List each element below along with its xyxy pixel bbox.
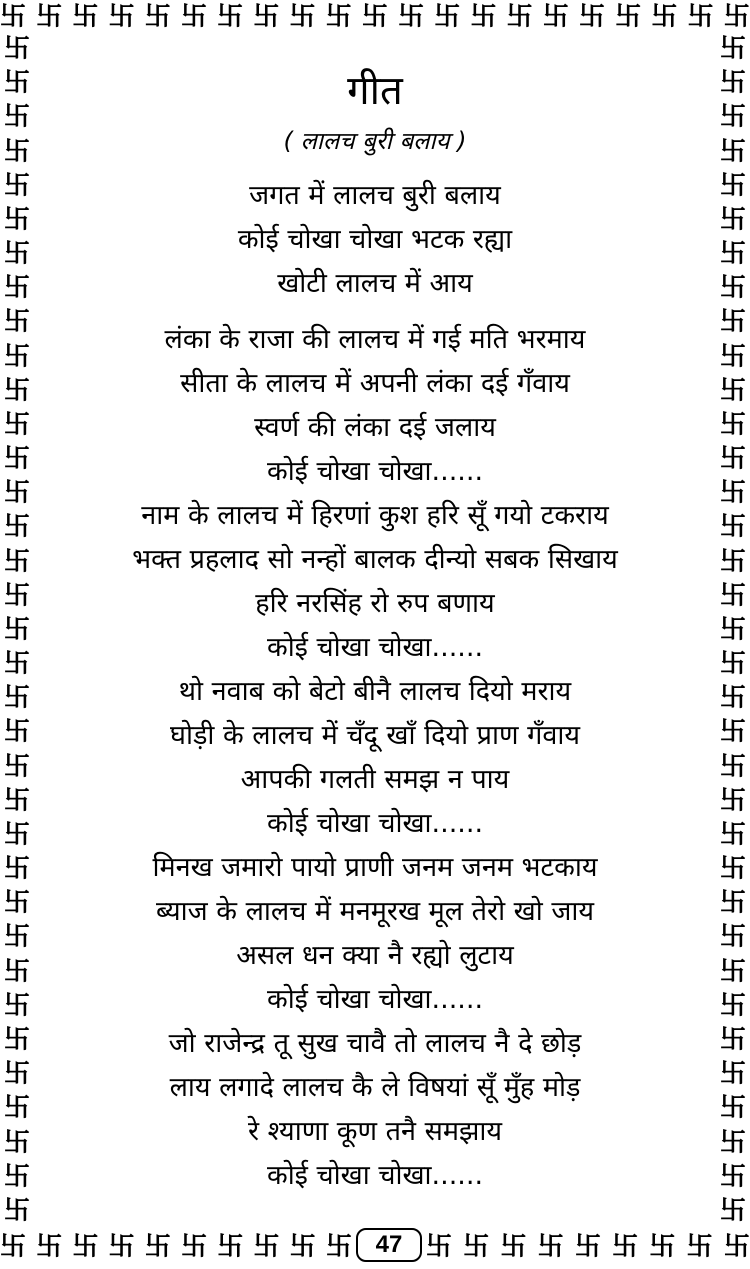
swastika-ornament-icon: 卐: [719, 1059, 746, 1090]
swastika-ornament-icon: 卐: [180, 2, 207, 32]
swastika-ornament-icon: 卐: [719, 751, 746, 782]
swastika-ornament-icon: 卐: [719, 409, 746, 440]
swastika-ornament-icon: 卐: [3, 956, 30, 987]
swastika-ornament-icon: 卐: [719, 717, 746, 748]
swastika-ornament-icon: 卐: [426, 1232, 453, 1262]
swastika-ornament-icon: 卐: [719, 170, 746, 201]
verse-line: घोड़ी के लालच में चँदू खाँ दियो प्राण गँवाय: [170, 720, 580, 751]
swastika-ornament-icon: 卐: [289, 2, 316, 32]
swastika-ornament-icon: 卐: [72, 2, 99, 32]
swastika-ornament-icon: 卐: [719, 888, 746, 919]
verse-line: आपकी गलती समझ न पाय: [240, 764, 510, 795]
swastika-ornament-icon: 卐: [3, 717, 30, 748]
bottom-left-ornament-border: [0, 1228, 352, 1266]
swastika-ornament-icon: 卐: [3, 136, 30, 167]
swastika-ornament-icon: 卐: [108, 2, 135, 32]
swastika-ornament-icon: 卐: [719, 307, 746, 338]
swastika-ornament-icon: 卐: [0, 1232, 27, 1262]
song-content: [60, 62, 690, 1198]
swastika-ornament-icon: 卐: [723, 2, 750, 32]
swastika-ornament-icon: 卐: [719, 512, 746, 543]
swastika-ornament-icon: 卐: [719, 580, 746, 611]
swastika-ornament-icon: 卐: [3, 580, 30, 611]
swastika-ornament-icon: 卐: [3, 1195, 30, 1226]
swastika-ornament-icon: 卐: [325, 1232, 352, 1262]
verse-line: मिनख जमारो पायो प्राणी जनम जनम भटकाय: [152, 852, 598, 883]
swastika-ornament-icon: 卐: [719, 239, 746, 270]
swastika-ornament-icon: 卐: [579, 2, 606, 32]
swastika-ornament-icon: 卐: [3, 204, 30, 235]
swastika-ornament-icon: 卐: [719, 34, 746, 64]
swastika-ornament-icon: 卐: [144, 1232, 171, 1262]
swastika-ornament-icon: 卐: [3, 854, 30, 885]
swastika-ornament-icon: 卐: [398, 2, 425, 32]
swastika-ornament-icon: 卐: [719, 614, 746, 645]
chorus-line: कोई चोखा चोखा......: [266, 808, 484, 839]
verse-line: असल धन क्या नै रह्यो लुटाय: [236, 940, 514, 971]
swastika-ornament-icon: 卐: [3, 1024, 30, 1055]
swastika-ornament-icon: 卐: [325, 2, 352, 32]
swastika-ornament-icon: 卐: [719, 922, 746, 953]
swastika-ornament-icon: 卐: [361, 2, 388, 32]
swastika-ornament-icon: 卐: [3, 888, 30, 919]
swastika-ornament-icon: 卐: [719, 1195, 746, 1226]
swastika-ornament-icon: 卐: [3, 649, 30, 680]
swastika-ornament-icon: 卐: [3, 1127, 30, 1158]
swastika-ornament-icon: 卐: [542, 2, 569, 32]
swastika-ornament-icon: 卐: [719, 273, 746, 304]
swastika-ornament-icon: 卐: [3, 273, 30, 304]
swastika-ornament-icon: 卐: [719, 683, 746, 714]
swastika-ornament-icon: 卐: [719, 854, 746, 885]
verse-line: लंका के राजा की लालच में गई मति भरमाय: [164, 324, 586, 355]
swastika-ornament-icon: 卐: [3, 614, 30, 645]
refrain-line: खोटी लालच में आय: [277, 268, 473, 299]
swastika-ornament-icon: 卐: [3, 512, 30, 543]
swastika-ornament-icon: 卐: [289, 1232, 316, 1262]
swastika-ornament-icon: 卐: [651, 2, 678, 32]
swastika-ornament-icon: 卐: [615, 2, 642, 32]
swastika-ornament-icon: 卐: [719, 1024, 746, 1055]
verse-line: सीता के लालच में अपनी लंका दई गँवाय: [180, 368, 570, 399]
swastika-ornament-icon: 卐: [719, 785, 746, 816]
swastika-ornament-icon: 卐: [463, 1232, 490, 1262]
swastika-ornament-icon: 卐: [719, 649, 746, 680]
swastika-ornament-icon: 卐: [434, 2, 461, 32]
swastika-ornament-icon: 卐: [253, 1232, 280, 1262]
verse-line: थो नवाब को बेटो बीनै लालच दियो मराय: [178, 676, 572, 707]
swastika-ornament-icon: 卐: [3, 375, 30, 406]
chorus-line: कोई चोखा चोखा......: [266, 632, 484, 663]
swastika-ornament-icon: 卐: [217, 1232, 244, 1262]
swastika-ornament-icon: 卐: [3, 990, 30, 1021]
swastika-ornament-icon: 卐: [649, 1232, 676, 1262]
swastika-ornament-icon: 卐: [719, 956, 746, 987]
swastika-ornament-icon: 卐: [687, 2, 714, 32]
swastika-ornament-icon: 卐: [3, 239, 30, 270]
swastika-ornament-icon: 卐: [36, 2, 63, 32]
verse-line: ब्याज के लालच में मनमूरख मूल तेरो खो जाय: [155, 896, 595, 927]
swastika-ornament-icon: 卐: [3, 1059, 30, 1090]
verse-line: लाय लगादे लालच कै ले विषयां सूँ मुँह मोड़: [169, 1072, 581, 1103]
swastika-ornament-icon: 卐: [3, 478, 30, 509]
song-title: गीत: [347, 68, 403, 114]
top-ornament-border: [0, 0, 750, 34]
swastika-ornament-icon: 卐: [3, 409, 30, 440]
swastika-ornament-icon: 卐: [253, 2, 280, 32]
swastika-ornament-icon: 卐: [719, 204, 746, 235]
verse-line: जो राजेन्द्र तू सुख चावै तो लालच नै दे छोड़: [168, 1028, 582, 1059]
swastika-ornament-icon: 卐: [3, 819, 30, 850]
swastika-ornament-icon: 卐: [612, 1232, 639, 1262]
swastika-ornament-icon: 卐: [0, 2, 27, 32]
swastika-ornament-icon: 卐: [470, 2, 497, 32]
swastika-ornament-icon: 卐: [719, 68, 746, 99]
refrain-block: [60, 174, 690, 306]
chorus-line: कोई चोखा चोखा......: [266, 1160, 484, 1191]
swastika-ornament-icon: 卐: [500, 1232, 527, 1262]
swastika-ornament-icon: 卐: [686, 1232, 713, 1262]
swastika-ornament-icon: 卐: [3, 922, 30, 953]
refrain-line: जगत में लालच बुरी बलाय: [249, 180, 501, 211]
right-ornament-border: [716, 34, 750, 1226]
swastika-ornament-icon: 卐: [574, 1232, 601, 1262]
swastika-ornament-icon: 卐: [3, 68, 30, 99]
chorus-line: कोई चोखा चोखा......: [266, 984, 484, 1015]
swastika-ornament-icon: 卐: [108, 1232, 135, 1262]
song-subtitle: ( लालच बुरी बलाय ): [283, 127, 467, 155]
swastika-ornament-icon: 卐: [217, 2, 244, 32]
swastika-ornament-icon: 卐: [181, 1232, 208, 1262]
chorus-line: कोई चोखा चोखा......: [266, 456, 484, 487]
swastika-ornament-icon: 卐: [537, 1232, 564, 1262]
swastika-ornament-icon: 卐: [719, 990, 746, 1021]
swastika-ornament-icon: 卐: [3, 751, 30, 782]
refrain-line: कोई चोखा चोखा भटक रह्या: [237, 224, 513, 255]
swastika-ornament-icon: 卐: [719, 546, 746, 577]
swastika-ornament-icon: 卐: [719, 444, 746, 475]
swastika-ornament-icon: 卐: [719, 1127, 746, 1158]
swastika-ornament-icon: 卐: [719, 341, 746, 372]
swastika-ornament-icon: 卐: [3, 1161, 30, 1192]
bottom-right-ornament-border: [426, 1228, 750, 1266]
swastika-ornament-icon: 卐: [719, 478, 746, 509]
swastika-ornament-icon: 卐: [506, 2, 533, 32]
verse-line: रे श्याणा कूण तनै समझाय: [247, 1116, 503, 1147]
page-number-text: 47: [375, 1231, 403, 1258]
swastika-ornament-icon: 卐: [719, 819, 746, 850]
swastika-ornament-icon: 卐: [719, 1093, 746, 1124]
swastika-ornament-icon: 卐: [3, 1093, 30, 1124]
swastika-ornament-icon: 卐: [144, 2, 171, 32]
verse-line: भक्त प्रहलाद सो नन्हों बालक दीन्यो सबक सिखाय: [132, 544, 618, 575]
page-number: [356, 1228, 422, 1262]
swastika-ornament-icon: 卐: [3, 102, 30, 133]
swastika-ornament-icon: 卐: [3, 34, 30, 64]
swastika-ornament-icon: 卐: [3, 785, 30, 816]
verses-block: [60, 318, 690, 1198]
swastika-ornament-icon: 卐: [719, 1161, 746, 1192]
swastika-ornament-icon: 卐: [3, 546, 30, 577]
verse-line: हरि नरसिंह रो रुप बणाय: [255, 588, 495, 619]
swastika-ornament-icon: 卐: [719, 136, 746, 167]
swastika-ornament-icon: 卐: [36, 1232, 63, 1262]
swastika-ornament-icon: 卐: [719, 102, 746, 133]
swastika-ornament-icon: 卐: [3, 444, 30, 475]
swastika-ornament-icon: 卐: [3, 170, 30, 201]
verse-line: नाम के लालच में हिरणां कुश हरि सूँ गयो टकराय: [141, 500, 609, 531]
swastika-ornament-icon: 卐: [3, 341, 30, 372]
swastika-ornament-icon: 卐: [72, 1232, 99, 1262]
swastika-ornament-icon: 卐: [3, 683, 30, 714]
verse-line: स्वर्ण की लंका दई जलाय: [254, 412, 496, 443]
swastika-ornament-icon: 卐: [719, 375, 746, 406]
left-ornament-border: [0, 34, 34, 1226]
swastika-ornament-icon: 卐: [723, 1232, 750, 1262]
swastika-ornament-icon: 卐: [3, 307, 30, 338]
